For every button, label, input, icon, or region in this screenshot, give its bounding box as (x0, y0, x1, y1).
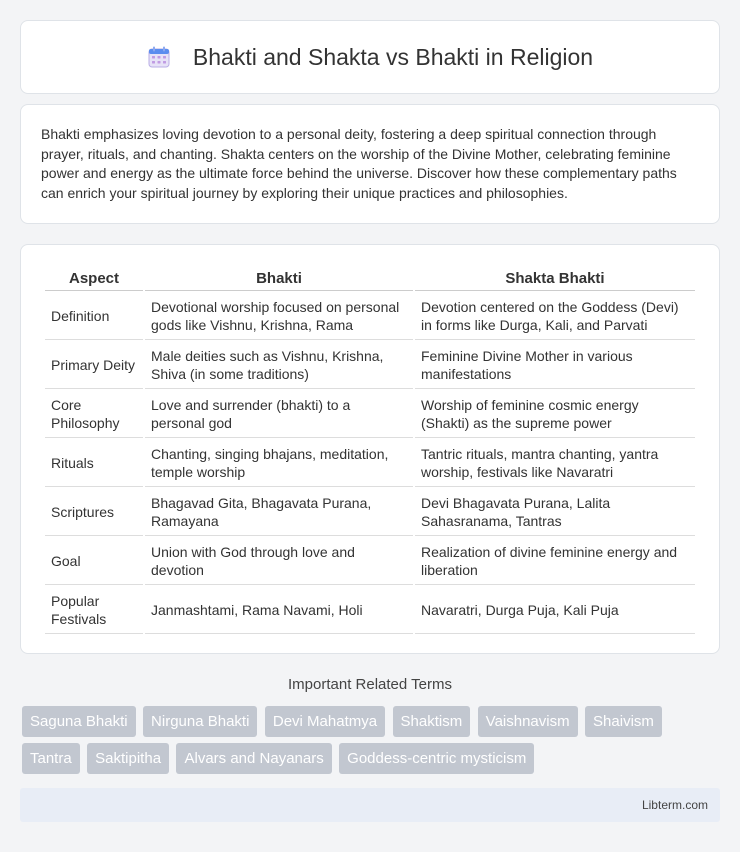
calendar-icon (147, 45, 171, 69)
row-bhakti: Devotional worship focused on personal gods like Vishnu, Krishna, Rama (145, 293, 413, 340)
tag-shaivism[interactable]: Shaivism (585, 706, 662, 737)
row-bhakti: Bhagavad Gita, Bhagavata Purana, Ramayana (145, 489, 413, 536)
tag-vaishnavism[interactable]: Vaishnavism (478, 706, 578, 737)
row-aspect: Rituals (45, 440, 143, 487)
row-shakta: Devotion centered on the Goddess (Devi) in forms like Durga, Kali, and Parvati (415, 293, 695, 340)
row-shakta: Worship of feminine cosmic energy (Shakti) as the supreme power (415, 391, 695, 438)
tag-goddess-centric-mysticism[interactable]: Goddess-centric mysticism (339, 743, 534, 774)
row-aspect: Primary Deity (45, 342, 143, 389)
row-bhakti: Union with God through love and devotion (145, 538, 413, 585)
header-shakta-bhakti: Shakta Bhakti (415, 265, 695, 291)
table-row (45, 440, 695, 487)
header-bhakti: Bhakti (145, 265, 413, 291)
tag-tantra[interactable]: Tantra (22, 743, 80, 774)
tag-saguna-bhakti[interactable]: Saguna Bhakti (22, 706, 136, 737)
row-bhakti: Male deities such as Vishnu, Krishna, Shiva (in some traditions) (145, 342, 413, 389)
header-aspect: Aspect (45, 265, 143, 291)
row-shakta: Devi Bhagavata Purana, Lalita Sahasranama, Tantras (415, 489, 695, 536)
table-row (45, 538, 695, 585)
row-aspect: Scriptures (45, 489, 143, 536)
comparison-table (43, 263, 697, 636)
table-row (45, 587, 695, 634)
related-terms-title: Important Related Terms (288, 676, 452, 693)
tag-nirguna-bhakti[interactable]: Nirguna Bhakti (143, 706, 257, 737)
tag-shaktism[interactable]: Shaktism (393, 706, 471, 737)
page-title: Bhakti and Shakta vs Bhakti in Religion (192, 43, 594, 70)
table-row (45, 293, 695, 340)
intro-text: Bhakti emphasizes loving devotion to a personal deity, fostering a deep spiritual connection through prayer, rituals, and chanting. Shakta centers on the worship of the Divine Mother, celebrating feminine power and energy as the ultimate force behind the universe. Discover how these complementary paths can enrich your spiritual journey by exploring their unique practices and philosophies. (41, 126, 677, 201)
tag-alvars-and-nayanars[interactable]: Alvars and Nayanars (176, 743, 331, 774)
row-shakta: Tantric rituals, mantra chanting, yantra worship, festivals like Navaratri (415, 440, 695, 487)
comparison-table-card (20, 244, 720, 654)
table-row (45, 391, 695, 438)
row-shakta: Feminine Divine Mother in various manifestations (415, 342, 695, 389)
tag-saktipitha[interactable]: Saktipitha (87, 743, 169, 774)
row-aspect: Core Philosophy (45, 391, 143, 438)
title-card (20, 20, 720, 94)
row-shakta: Realization of divine feminine energy and liberation (415, 538, 695, 585)
tag-devi-mahatmya[interactable]: Devi Mahatmya (265, 706, 385, 737)
row-bhakti: Love and surrender (bhakti) to a personal god (145, 391, 413, 438)
footer (20, 788, 720, 822)
row-aspect: Popular Festivals (45, 587, 143, 634)
row-shakta: Navaratri, Durga Puja, Kali Puja (415, 587, 695, 634)
footer-brand[interactable]: Libterm.com (641, 798, 708, 812)
table-row (45, 489, 695, 536)
related-terms-list (22, 706, 722, 780)
row-aspect: Definition (45, 293, 143, 340)
row-bhakti: Chanting, singing bhajans, meditation, temple worship (145, 440, 413, 487)
intro-card (20, 104, 720, 224)
table-header-row (45, 265, 695, 291)
row-aspect: Goal (45, 538, 143, 585)
row-bhakti: Janmashtami, Rama Navami, Holi (145, 587, 413, 634)
table-row (45, 342, 695, 389)
